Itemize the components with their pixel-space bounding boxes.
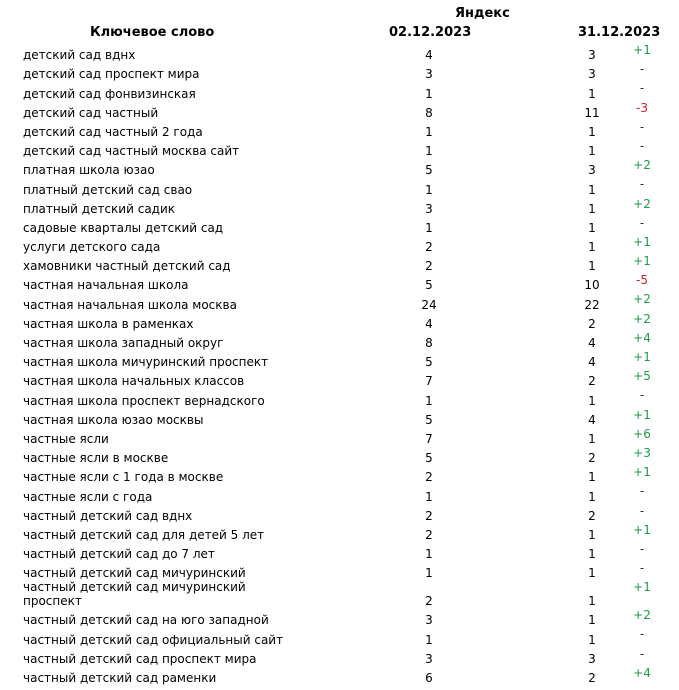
table-row [20,608,668,627]
position-date2-cell: 1 [588,220,596,235]
table-row [20,158,668,177]
position-date2-cell: 1 [588,259,596,274]
position-date1-cell: 2 [425,259,433,274]
keyword-cell: детский сад частный [23,105,159,120]
table-row [20,580,668,608]
table-row [20,388,668,407]
table-row [20,408,668,427]
keyword-cell: частный детский сад на юго западной [23,613,269,628]
position-change-cell: +1 [633,350,651,364]
keyword-cell: платный детский сад свао [23,182,193,197]
position-date1-cell: 2 [425,527,433,542]
table-row [20,427,668,446]
table-row [20,369,668,388]
keyword-cell: частный детский сад раменки [23,671,217,685]
position-date2-cell: 1 [588,393,596,408]
position-date2-cell: 1 [588,547,596,562]
keyword-cell: частная школа юзао москвы [23,412,204,427]
position-change-cell: - [639,138,645,153]
position-date1-cell: 3 [425,201,433,216]
position-date1-cell: 5 [425,278,433,293]
position-date1-cell: 3 [425,67,433,82]
keyword-cell: частные ясли с года [23,489,153,504]
position-date2-cell: 1 [588,124,596,139]
position-change-cell: +1 [633,522,651,537]
position-date2-cell: 3 [588,48,596,63]
position-date1-cell: 2 [425,240,433,255]
position-date1-cell: 8 [425,336,433,350]
position-change-cell: +2 [633,311,651,326]
position-change-cell: - [639,646,645,661]
position-change-cell: - [639,503,645,518]
keyword-cell: частная школа мичуринский проспект [23,355,269,370]
position-change-cell: +2 [633,196,651,211]
table-row [20,666,668,685]
position-date2-cell: 1 [588,594,596,609]
position-date1-cell: 8 [425,105,433,120]
keyword-cell: частная начальная школа [23,278,189,293]
keyword-cell: детский сад частный 2 года [23,124,203,139]
position-date2-cell: 3 [588,651,596,666]
position-date1-cell: 3 [425,613,433,628]
keyword-cell: частный детский сад до 7 лет [23,547,215,562]
position-change-cell: +1 [633,407,651,422]
position-change-cell: -3 [636,100,648,115]
position-date2-cell: 2 [588,671,596,685]
position-date1-cell: 5 [425,412,433,427]
table-row [20,197,668,216]
position-change-cell: +2 [633,158,651,173]
position-date1-cell: 24 [421,297,437,312]
position-change-cell: +2 [633,292,651,307]
position-date2-cell: 22 [584,297,600,312]
position-change-cell: - [639,177,645,192]
keyword-cell: частный детский сад официальный сайт [23,632,284,647]
keyword-cell: услуги детского сада [23,240,161,255]
position-date2-cell: 2 [588,508,596,523]
keyword-cell: детский сад фонвизинская [23,86,196,101]
keyword-column-header: Ключевое слово [90,25,215,40]
keyword-cell: хамовники частный детский сад [23,259,231,274]
position-date1-cell: 1 [425,547,433,562]
position-date1-cell: 5 [425,451,433,466]
table-row [20,465,668,484]
position-date2-cell: 2 [588,451,596,466]
position-date1-cell: 1 [425,632,433,647]
position-date1-cell: 2 [425,508,433,523]
position-change-cell: - [639,62,645,77]
position-change-cell: +1 [633,465,651,480]
position-date1-cell: 4 [425,48,433,63]
position-date1-cell: 2 [425,470,433,485]
table-row [20,81,668,100]
table-row [20,43,668,62]
table-row [20,216,668,235]
position-date2-cell: 4 [588,336,596,350]
table-row [20,446,668,465]
position-date2-cell: 3 [588,163,596,178]
position-change-cell: +4 [633,665,651,680]
keyword-cell: частная школа в раменках [23,316,194,331]
date1-column-header: 02.12.2023 [389,25,472,40]
position-change-cell: +1 [633,234,651,249]
position-date2-cell: 1 [588,489,596,504]
table-row [20,101,668,120]
position-date2-cell: 1 [588,613,596,628]
position-date2-cell: 3 [588,67,596,82]
position-date1-cell: 1 [425,566,433,581]
table-row [20,312,668,331]
keyword-cell: частная школа западный округ [23,336,224,350]
position-change-cell: - [639,119,645,134]
position-date2-cell: 1 [588,632,596,647]
keyword-cell: частный детский сад проспект мира [23,651,257,666]
position-date2-cell: 1 [588,182,596,197]
table-row [20,292,668,311]
table-row [20,120,668,139]
position-date1-cell: 3 [425,651,433,666]
position-date2-cell: 2 [588,374,596,389]
keyword-cell: детский сад проспект мира [23,67,200,82]
position-change-cell: +1 [633,580,651,595]
table-row [20,254,668,273]
table-row [20,139,668,158]
position-date2-cell: 1 [588,240,596,255]
position-date2-cell: 1 [588,527,596,542]
table-row [20,273,668,292]
table-row [20,331,668,350]
position-change-cell: +1 [633,43,651,57]
position-date1-cell: 1 [425,220,433,235]
position-change-cell: +2 [633,608,651,623]
position-date1-cell: 6 [425,671,433,685]
keyword-cell: детский сад вднх [23,48,136,63]
position-change-cell: - [639,627,645,642]
position-change-cell: - [639,484,645,499]
date2-column-header: 31.12.2023 [578,25,661,40]
position-change-cell: -5 [636,273,648,288]
table-row [20,350,668,369]
keyword-cell: частный детский сад вднх [23,508,193,523]
search-engine-header: Яндекс [455,6,510,21]
position-change-cell: +4 [633,330,651,345]
position-date2-cell: 1 [588,431,596,446]
position-date2-cell: 1 [588,566,596,581]
table-row [20,561,668,580]
position-change-cell: +6 [633,426,651,441]
position-date1-cell: 1 [425,124,433,139]
keyword-cell: детский сад частный москва сайт [23,144,240,159]
position-date1-cell: 1 [425,182,433,197]
position-date1-cell: 7 [425,374,433,389]
keyword-cell: платный детский садик [23,201,176,216]
table-row [20,523,668,542]
position-date2-cell: 4 [588,412,596,427]
keyword-cell: платная школа юзао [23,163,155,178]
position-change-cell: - [639,541,645,556]
keyword-cell: частные ясли [23,431,109,446]
position-date1-cell: 1 [425,489,433,504]
keyword-cell: частная начальная школа москва [23,297,237,312]
position-date2-cell: 2 [588,316,596,331]
position-date2-cell: 10 [584,278,600,293]
keyword-cell: частная школа проспект вернадского [23,393,265,408]
table-row [20,484,668,503]
table-row [20,504,668,523]
position-change-cell: +5 [633,369,651,384]
keyword-cell: частный детский сад для детей 5 лет [23,527,265,542]
position-change-cell: - [639,81,645,96]
keyword-cell: садовые кварталы детский сад [23,220,224,235]
table-row [20,647,668,666]
positions-table [20,43,668,685]
position-date1-cell: 2 [425,594,433,609]
position-date2-cell: 11 [584,105,600,120]
position-date1-cell: 1 [425,393,433,408]
table-row [20,627,668,646]
table-row [20,542,668,561]
position-date1-cell: 7 [425,431,433,446]
position-date1-cell: 5 [425,355,433,370]
position-change-cell: +3 [633,445,651,460]
position-date1-cell: 5 [425,163,433,178]
position-date2-cell: 1 [588,201,596,216]
position-date1-cell: 4 [425,316,433,331]
keyword-cell: частные ясли в москве [23,451,169,466]
position-change-cell: - [639,388,645,403]
position-change-cell: - [639,215,645,230]
position-date2-cell: 1 [588,470,596,485]
position-date2-cell: 1 [588,86,596,101]
position-date1-cell: 1 [425,86,433,101]
table-row [20,62,668,81]
table-row [20,177,668,196]
keyword-cell: частный детский сад мичуринский [23,566,246,581]
position-date2-cell: 1 [588,144,596,159]
position-change-cell: +1 [633,254,651,269]
keyword-cell: частная школа начальных классов [23,374,245,389]
position-date1-cell: 1 [425,144,433,159]
position-change-cell: - [639,561,645,576]
table-row [20,235,668,254]
position-date2-cell: 4 [588,355,596,370]
keyword-cell: частные ясли с 1 года в москве [23,470,224,485]
keyword-cell: частный детский сад мичуринский проспект [23,580,246,609]
